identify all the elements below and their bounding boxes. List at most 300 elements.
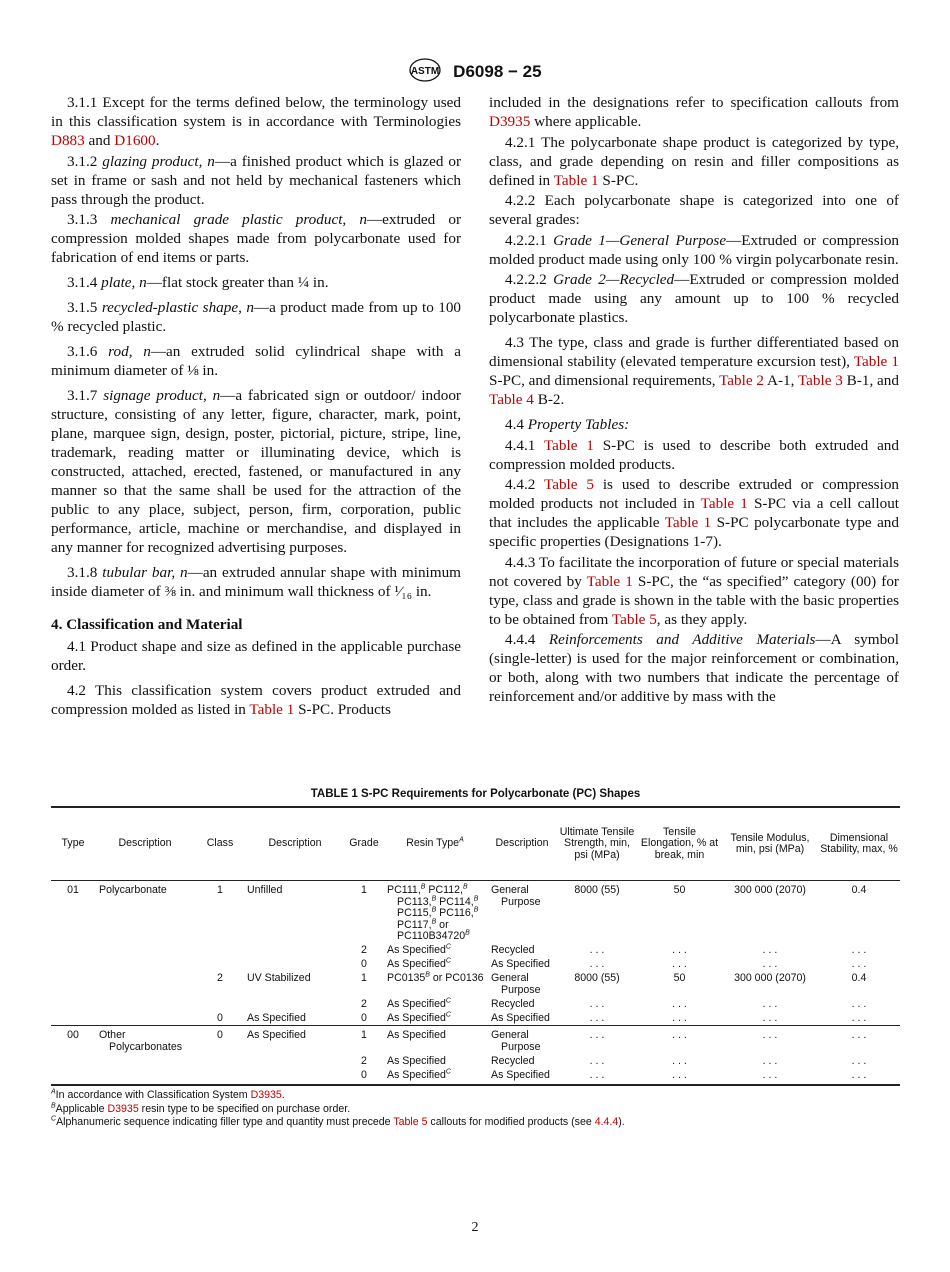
text-run: 1 [217,884,223,896]
text-run: . . . [589,944,605,956]
footnote-marker: C [445,996,451,1004]
column-header [722,807,818,881]
paragraph [489,191,899,229]
table-cell [383,944,487,958]
text-run: S-PC. Products [294,701,391,718]
table-row [51,958,900,972]
text-run: . . . [762,997,778,1010]
text-run: . . . [851,1029,867,1041]
table-cell [818,958,900,972]
table-cell [487,997,557,1011]
text-run: Applicable [55,1102,108,1115]
column-header [51,807,95,881]
text-run: UV Stabilized [247,972,311,984]
text-run: —a fabricated sign or outdoor/ indoor structure, consisting of any letter, figure, character, mark, point, plane, marquee sign, design, poster, pictorial, picture, stripe, line, trademark, reading matter or illuminating device, which is constructed, attached, erected, fastened, or manufactured in any manner so that the same shall be used for the attraction of the public to any place, subject, person, firm, corporation, public performance, article, machine or merchandise, and displayed in any manner for recognized advertising purposes. [51,387,461,556]
text-run: . . . [589,997,605,1010]
defined-term: plate, n [101,274,147,291]
text-run: B-1, and [842,372,899,389]
table-row [51,944,900,958]
text-run: PC114, [436,895,474,908]
text-run: Description [495,837,549,850]
table-cell [557,1054,637,1068]
text-run: 00 [67,1029,79,1041]
footnote-marker: C [51,1115,57,1123]
table-cell [818,881,900,944]
text-run: S-PC, the “as specified” category (00) for type, class and grade is shown in the table with the basic properties to be obtained from [489,572,899,628]
text-run: 0 [217,1011,223,1024]
text-run: As Specified [491,1068,550,1081]
table-cell [345,1068,383,1085]
text-run: 4.4.2 [505,476,544,493]
table-cell [51,1054,95,1068]
text-run: 3.1.7 [67,387,104,404]
text-run: —a finished product which is glazed or set in frame or sash and not held by mechanical fasteners which pass through the product. [51,152,462,208]
text-run: 0 [217,1029,223,1041]
paragraph [51,386,461,557]
text-run: —Extruded or compression molded product made using any amount up to 100 % recycled polycarbonate plastics. [489,271,900,326]
text-run: . . . [672,958,687,970]
text-run: . [281,1089,285,1101]
text-run: 3.1.8 [67,564,103,581]
text-run: . . . [762,958,778,970]
table-cell [95,997,195,1011]
table-cell [195,1026,245,1055]
paragraph [489,270,899,327]
text-run: 3.1.1 Except for the terms defined below, the terminology used in this classification system is in accordance with Terminologies [51,94,461,130]
text-run: 01 [67,884,79,896]
text-run: —an extruded annular shape with minimum inside diameter of ⅜ in. and minimum wall thickness of ¹⁄₁₆ in. [51,564,461,600]
table-cell [818,972,900,998]
table-cell [383,1068,487,1085]
table-cell [195,972,245,998]
text-run: . . . [672,1068,687,1081]
text-run: , as they apply. [656,610,748,628]
text-run: or PC0136 [429,972,484,984]
table-cell [95,1054,195,1068]
paragraph [51,637,461,675]
text-run: General Purpose [491,1029,541,1053]
text-run: PC0135 [387,972,426,984]
text-run: 2 [361,1054,367,1067]
table-cell [195,1011,245,1026]
paragraph [51,563,461,601]
reference-link[interactable]: D3935 [250,1089,282,1101]
requirements-table [51,806,900,1086]
column-header [383,807,487,881]
paragraph [489,553,899,629]
text-run: Description [118,837,172,850]
table-cell [245,972,345,998]
footnote-marker: B [473,906,479,914]
text-run: As Specified [387,1011,446,1024]
table-cell [345,1011,383,1026]
text-run: As Specified [247,1029,306,1041]
text-run: As Specified [387,944,446,956]
text-run: 3.1.2 [67,152,103,170]
table-cell [95,1011,195,1026]
text-run: 8000 (55) [574,884,620,896]
text-run: PC117, [397,918,432,931]
reference-link[interactable]: Table 1 [543,436,594,454]
table-cell [245,1054,345,1068]
table-cell [195,1054,245,1068]
text-run: —Extruded or compression molded product made using only 100 % virgin polycarbonate resin. [489,231,900,268]
table-cell [345,944,383,958]
text-run: Tensile Elongation, % at break, min [640,825,719,861]
column-header [637,807,722,881]
text-run: or PC110B34720 [397,918,466,942]
table-cell [637,1011,722,1026]
text-run: S-PC polycarbonate type and specific properties (Designations 1-7). [489,514,899,550]
footnote-marker: B [51,1102,56,1110]
table-cell [195,958,245,972]
table-cell [557,881,637,944]
table-cell [51,1026,95,1055]
table-cell [722,1068,818,1085]
table-cell [245,1068,345,1085]
defined-term: Grade 2—Recycled [553,271,675,288]
reference-link[interactable]: Table 5 [393,1116,428,1129]
text-run: 2 [361,997,367,1010]
table-cell [487,881,557,944]
text-run: As Specified [387,1068,446,1081]
defined-term: glazing product, n [102,152,215,170]
table-cell [345,1026,383,1055]
text-run: S-PC is used to describe both extruded and compression molded products. [489,436,899,473]
classification-section [51,637,461,719]
text-run: S-PC. [598,171,639,189]
text-run: PC116, [436,907,474,919]
table-cell [557,997,637,1011]
footnote [51,1089,900,1103]
text-run: 4.2.2 Each polycarbonate shape is categorized into one of several grades: [489,192,899,228]
table-cell [245,1011,345,1026]
table-cell [383,997,487,1011]
table-cell [722,1054,818,1068]
table-cell [722,1011,818,1026]
text-run: 2 [361,944,367,956]
paragraph [51,273,461,292]
column-header [245,807,345,881]
table-cell [383,1054,487,1068]
column-header [95,807,195,881]
footnote [51,1103,900,1117]
text-run: 4.2.2.1 [505,231,554,249]
text-run: Resin Type [406,837,460,850]
paragraph [51,152,461,209]
paragraph [489,333,899,409]
table-cell [557,972,637,998]
table-cell [51,1068,95,1085]
table-cell [487,972,557,998]
text-run: Unfilled [247,884,283,896]
paragraph [489,93,899,131]
table-row [51,881,900,944]
text-run: 4.4.3 To facilitate the incorporation of future or special materials not covered by [489,553,899,590]
table-cell [557,944,637,958]
text-run: S-PC, and dimensional requirements, [489,372,720,389]
table-cell [95,944,195,958]
text-run: Recycled [491,944,535,956]
defined-term: rod, n [108,343,151,360]
table-cell [557,958,637,972]
paragraph [489,436,899,474]
page-number: 2 [471,1220,479,1235]
paragraph [489,415,899,434]
text-run: 1 [361,972,367,984]
defined-term: recycled-plastic shape, n [101,299,254,316]
text-run: PC115, [397,907,432,919]
text-run: 2 [217,972,223,984]
defined-term: Grade 1—General Purpose [553,231,727,249]
text-run: included in the designations refer to specification callouts from [489,94,899,111]
table-cell [637,997,722,1011]
paragraph [51,342,461,380]
table-cell [51,881,95,944]
table-cell [722,944,818,958]
text-run: callouts for modified products (see [427,1116,595,1129]
text-run: As Specified [247,1011,306,1024]
table-cell [637,972,722,998]
table-cell [383,881,487,944]
reference-link[interactable]: Table 1 [553,171,599,189]
reference-link[interactable]: Table 5 [611,610,657,628]
reference-link[interactable]: D1600 [114,132,156,149]
text-run: Grade [349,837,379,850]
text-run: . . . [851,958,867,970]
text-run: 4.4.4 [505,631,549,648]
table-cell [557,1011,637,1026]
table-cell [245,997,345,1011]
text-run: As Specified [491,1011,550,1024]
text-run: . . . [672,1029,687,1041]
text-run: A-1, [764,372,798,389]
table-cell [345,1054,383,1068]
text-run: 50 [673,972,686,984]
table-cell [195,997,245,1011]
reference-link[interactable]: Table 2 [719,372,765,389]
text-run: 4.4 [505,416,528,433]
reference-link[interactable]: Table 1 [853,353,900,370]
text-run: PC112, [425,884,463,896]
text-run: . . . [762,944,778,956]
text-run: —a product made from up to 100 % recycled plastic. [51,299,462,335]
table-cell [818,1011,900,1026]
text-run: Tensile Modulus, min, psi (MPa) [730,831,810,855]
paragraph [51,298,461,336]
text-run: 3.1.4 [67,274,102,291]
text-run: . . . [589,1068,605,1081]
text-run: General Purpose [491,884,541,908]
text-run: 3.1.3 [67,211,111,228]
table-cell [637,1026,722,1055]
reference-link[interactable]: Table 1 [249,701,295,718]
text-run: Dimensional Stability, max, % [820,831,898,855]
table-row [51,1054,900,1068]
table-cell [487,1026,557,1055]
paragraph [489,133,899,190]
text-run: . . . [589,1054,605,1067]
footnote-marker: B [425,971,430,979]
text-run: 4.2.1 The polycarbonate shape product is categorized by type, class, and grade depending on resin and filler compositions as defined in [489,133,899,189]
reference-link[interactable]: D3935 [489,113,531,130]
table-cell [818,1054,900,1068]
table-cell [487,1011,557,1026]
reference-link[interactable]: Table 1 [586,572,633,590]
text-run: Other Polycarbonates [99,1029,183,1053]
reference-link[interactable]: Table 5 [543,476,594,493]
table-cell [245,944,345,958]
text-run: PC111, [387,884,421,896]
table-cell [383,958,487,972]
paragraph [489,630,899,706]
text-run: PC113, [397,895,432,908]
table-cell [487,944,557,958]
text-run: 3.1.5 [67,299,102,316]
reference-link[interactable]: Table 1 [700,495,748,512]
defined-term: mechanical grade plastic product, n [110,211,367,228]
footnote-marker: C [445,1067,451,1075]
table-cell [818,1068,900,1085]
text-run: As Specified [387,1054,446,1067]
table-cell [383,972,487,998]
reference-link[interactable]: Table 3 [797,372,843,389]
table-cell [195,1068,245,1085]
text-run: where applicable. [530,113,642,130]
table-cell [637,944,722,958]
table-cell [637,1068,722,1085]
text-run: . . . [762,1054,778,1067]
text-run: 3.1.6 [67,343,109,360]
table-cell [95,958,195,972]
text-run: Ultimate Tensile Strength, min, psi (MPa) [559,825,635,861]
classification-continued [489,93,899,706]
left-column [51,93,461,721]
table-cell [722,997,818,1011]
text-run: Recycled [491,1054,535,1067]
table-cell [637,1054,722,1068]
text-run: ). [618,1116,625,1129]
text-run: As Specified [491,958,550,970]
footnote [51,1116,900,1130]
text-run: . . . [762,1011,778,1024]
footnote-marker: B [473,894,479,902]
table-cell [487,1068,557,1085]
text-run: —extruded or compression molded shapes made from polycarbonate used for fabrication of end items or parts. [51,211,461,266]
footnote-marker: B [431,917,437,925]
column-header [557,807,637,881]
text-run: 1 [361,1029,367,1041]
defined-term: Property Tables: [527,416,630,433]
astm-logo-icon [408,57,442,88]
text-run: 4.2 This classification system covers product extruded and compression molded as listed in [51,682,461,718]
text-run: and [84,132,115,149]
paragraph [51,93,461,150]
text-run: Recycled [491,997,535,1010]
table-row [51,997,900,1011]
footnote-marker: C [445,957,451,965]
table-row [51,1011,900,1026]
reference-link[interactable]: Table 4 [489,391,534,408]
paragraph [489,231,899,269]
table-cell [95,972,195,998]
text-run: 4.2.2.2 [505,271,554,288]
footnote-marker: B [431,894,437,902]
table-cell [95,1068,195,1085]
table-cell [722,958,818,972]
defined-term: tubular bar, n [102,564,188,581]
table-cell [195,881,245,944]
footnote-marker: A [459,836,464,844]
text-run: 0 [361,1068,367,1081]
text-run: . . . [851,997,867,1010]
table-cell [95,1026,195,1055]
text-run: resin type to be specified on purchase order. [138,1102,351,1115]
reference-link[interactable]: D3935 [107,1102,139,1115]
text-run: B-2. [533,391,565,408]
table-row [51,972,900,998]
reference-link[interactable]: D883 [51,132,85,149]
table-cell [818,1026,900,1055]
footnote-marker: C [445,943,451,951]
text-run: is used to describe extruded or compression molded products not included in [489,476,900,512]
table-cell [345,997,383,1011]
text-run: 1 [361,884,367,896]
text-run: . [155,132,160,149]
table-cell [345,881,383,944]
reference-link[interactable]: 4.4.4 [594,1116,619,1129]
defined-term: signage product, n [103,387,221,404]
table-cell [245,958,345,972]
table-cell [487,958,557,972]
text-run: . . . [672,1011,687,1024]
svg-text:ASTM: ASTM [411,66,440,77]
footnote-marker: B [465,929,470,937]
text-run: Description [268,837,322,850]
table-cell [95,881,195,944]
footnote-marker: B [431,906,437,914]
right-column [489,93,899,708]
text-run: . . . [589,1029,605,1041]
text-run: As Specified [387,997,446,1010]
table-footnotes [51,1089,900,1130]
text-run: . . . [672,1054,687,1067]
text-run: 300 000 (2070) [734,972,806,984]
table-cell [51,944,95,958]
text-run: 4.1 Product shape and size as defined in the applicable purchase order. [51,638,461,674]
table-cell [487,1054,557,1068]
text-run: . . . [589,1011,605,1024]
text-run: 4.4.1 [505,436,544,454]
footnote-marker: B [420,883,426,891]
definitions-section [51,93,461,601]
paragraph [51,681,461,719]
text-run: General Purpose [491,972,541,996]
text-run: . . . [589,958,605,970]
table-cell [818,997,900,1011]
footnote-marker: C [445,1010,451,1018]
text-run: In accordance with Classification System [55,1089,251,1101]
table-cell [557,1068,637,1085]
text-run: . . . [851,1011,867,1024]
reference-link[interactable]: Table 1 [664,514,712,531]
text-run: 50 [673,884,686,896]
text-run: 8000 (55) [574,972,620,984]
table-cell [245,1026,345,1055]
table-cell [51,1011,95,1026]
text-run: . . . [851,944,867,956]
text-run: Polycarbonate [99,884,167,896]
